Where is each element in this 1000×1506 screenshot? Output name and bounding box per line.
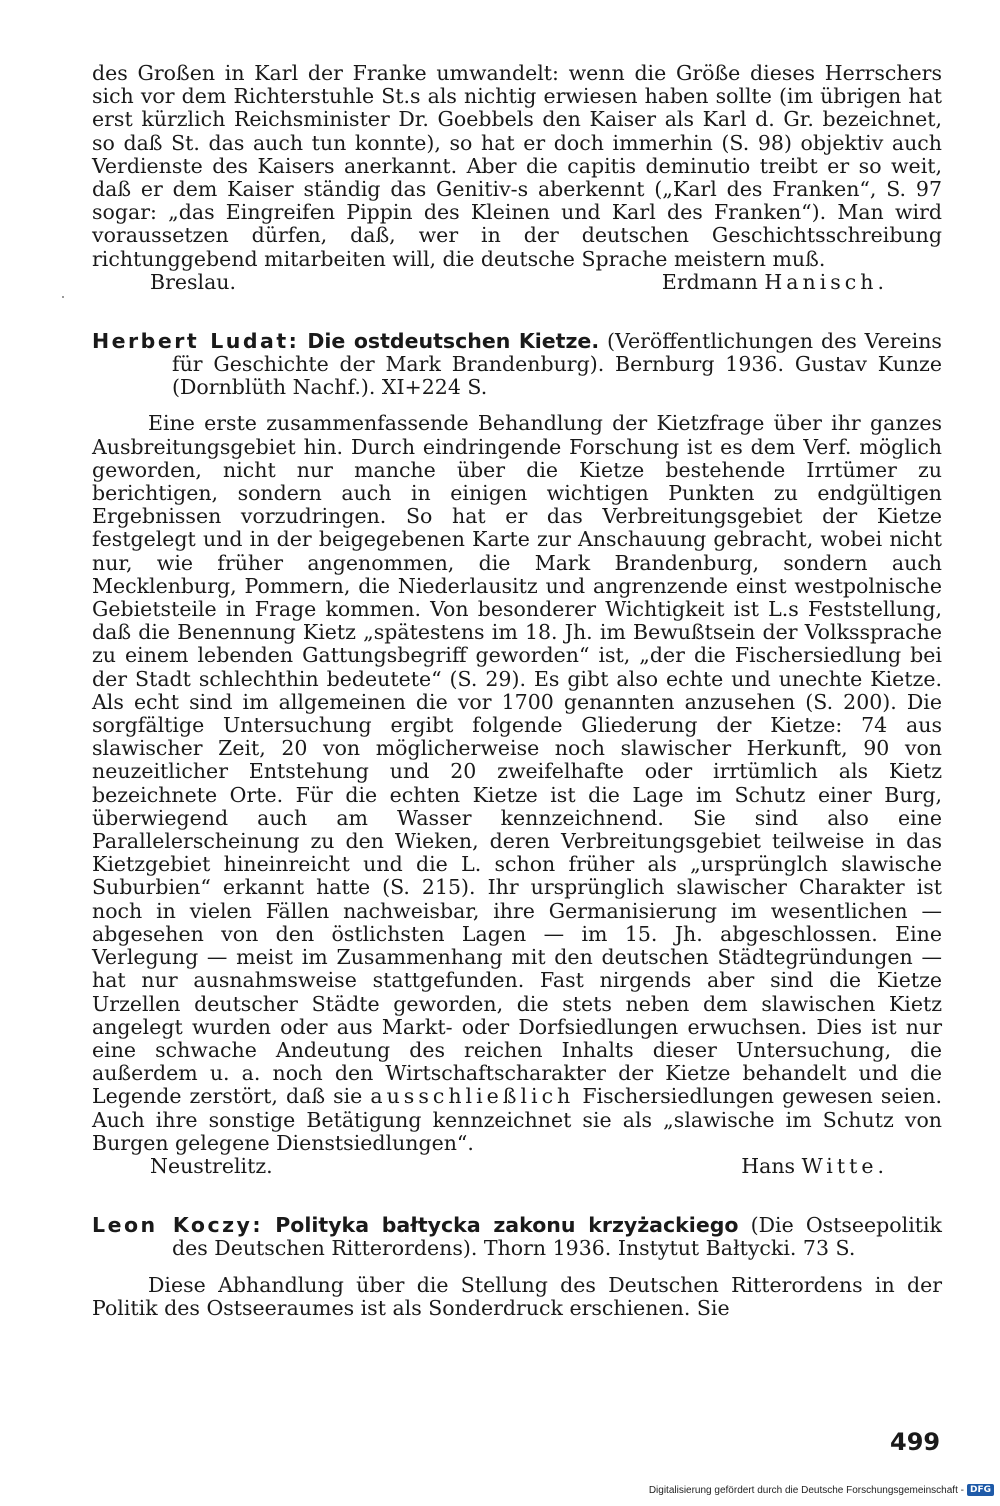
review2-body: [92, 412, 942, 1155]
review3-body: Diese Abhandlung über die Stellung des Deutschen Ritterordens in der Politik des Ostseeraumes ist als Sonderdruck erschienen. Sie: [92, 1272, 942, 1320]
review2-reviewer-last: Witte.: [801, 1153, 888, 1178]
review3-citation: (Die Ostseepolitik des Deutschen Ritterordens). Thorn 1936. Instytut Bałtycki. 73 S.: [172, 1213, 942, 1260]
page-text: [92, 62, 942, 1320]
review3-author: Leon Koczy:: [92, 1213, 264, 1238]
review2-reviewer-first: Hans: [741, 1153, 796, 1178]
review2-signature: [92, 1155, 942, 1178]
review2-body-part1: Eine erste zusammenfassende Behandlung der Kietzfrage über ihr ganzes Ausbreitungsgebiet hin. Durch eindringende Forschung ist es dem Verf. möglich geworden, nicht nur manche über die Kietze bestehende Irrtümer zu berichtigen, sondern auch in einigen wichtigen Punkten zu endgültigen Ergebnissen vorzudringen. So hat er das Verbreitungsgebiet der Kietze festgelegt und in der beigegebenen Karte zur Anschauung gebracht, wobei nicht nur, wie früher angenommen, die Mark Brandenburg, sondern auch Mecklenburg, Pommern, die Niederlausitz und angrenzende einst westpolnische Gebietsteile in Frage kommen. Von besonderer Wichtigkeit ist L.s Feststellung, daß die Benennung Kietz „spätestens im 18. Jh. im Bewußtsein der Volkssprache zu einem lebenden Gattungsbegriff geworden“ ist, „der die Fischersiedlung bei der Stadt schlechthin bedeutete“ (S. 29). Es gibt also echte und unechte Kietze. Als echt sind im allgemeinen die vor 1700 genannten anzusehen (S. 200). Die sorgfältige Untersuchung ergibt folgende Gliederung der Kietze: 74 aus slawischer Zeit, 20 von möglicherweise noch slawischer Herkunft, 90 von neuzeitlicher Entstehung und 20 zweifelhafte oder irrtümlich als Kietz bezeichnete Orte. Für die echten Kietze ist die Lage im Schutz einer Burg, überwiegend auch am Wasser kennzeichnend. Sie sind also eine Parallelerscheinung zu den Wieken, deren Verbreitungsgebiet teilweise in das Kietzgebiet hineinreicht und die L. schon früher als „ursprünglch slawische Suburbien“ erkannt hatte (S. 215). Ihr ursprünglich slawischer Charakter ist noch in vielen Fällen nachweisbar, ihre Germanisierung im wesentlichen — abgesehen von den östlichsten Lagen — im 15. Jh. abgeschlossen. Eine Verlegung — meist im Zusammenhang mit den deutschen Städtegründungen — hat nur ausnahmsweise stattgefunden. Fast nirgends aber sind die Kietze Urzellen deutscher Städte geworden, die stets neben dem slawischen Kietz angelegt wurden oder aus Markt- oder Dorfsiedlungen erwuchsen. Dies ist nur eine schwache Andeutung des reichen Inhalts dieser Untersuchung, die außerdem u. a. noch den Wirtschaftscharakter der Kietze behandelt und die Legende zerstört, daß sie: [92, 411, 942, 1109]
footer-text: Digitalisierung gefördert durch die Deutsche Forschungsgemeinschaft -: [648, 1484, 964, 1496]
review2-body-part2: Fischersiedlungen gewesen seien. Auch ihre sonstige Betätigung kennzeichnet sie als „slawische im Schutz von Burgen gelegene Dienstsiedlungen“.: [92, 1084, 942, 1155]
review2-author: Herbert Ludat:: [92, 329, 300, 354]
review1-place: Breslau.: [150, 269, 237, 294]
review2-reviewer: [741, 1155, 888, 1178]
review2-place: Neustrelitz.: [150, 1153, 273, 1178]
margin-mark: [62, 296, 64, 298]
review1-reviewer-last: Hanisch.: [764, 269, 888, 294]
review3-heading: [92, 1214, 942, 1260]
review2-citation: (Veröffentlichungen des Vereins für Geschichte der Mark Brandenburg). Bernburg 1936. Gustav Kunze (Dornblüth Nachf.). XI+224 S.: [172, 329, 942, 399]
page-number: 499: [890, 1428, 941, 1456]
review3-title: Polityka bałtycka zakonu krzyżackiego: [275, 1213, 739, 1238]
footer-credit: [649, 1484, 994, 1496]
review2-heading: [92, 330, 942, 398]
review1-reviewer-first: Erdmann: [661, 269, 758, 294]
review2-title: Die ostdeutschen Kietze.: [307, 329, 600, 354]
review1-signature: [92, 271, 942, 294]
dfg-logo-icon: DFG: [967, 1484, 994, 1496]
review2-body-emphasis: ausschließlich: [370, 1084, 575, 1109]
review1-body: des Großen in Karl der Franke umwandelt: wenn die Größe dieses Herrschers sich vor dem Richterstuhle St.s als nichtig erwiesen haben sollte (im übrigen hat erst kürzlich Reichsminister Dr. Goebbels den Kaiser als Karl d. Gr. bezeichnet, so daß St. das auch tun konnte), so hat er doch immerhin (S. 98) objektiv auch Verdienste des Kaisers anerkannt. Aber die capitis deminutio treibt er so weit, daß er dem Kaiser ständig das Genitiv-s aberkennt („Karl des Franken“, S. 97 sogar: „das Eingreifen Pippin des Kleinen und Karl des Franken“). Man wird voraussetzen dürfen, daß, wer in der deutschen Geschichtsschreibung richtunggebend mitarbeiten will, die deutsche Sprache meistern muß.: [92, 61, 942, 271]
review1-reviewer: [662, 271, 888, 294]
